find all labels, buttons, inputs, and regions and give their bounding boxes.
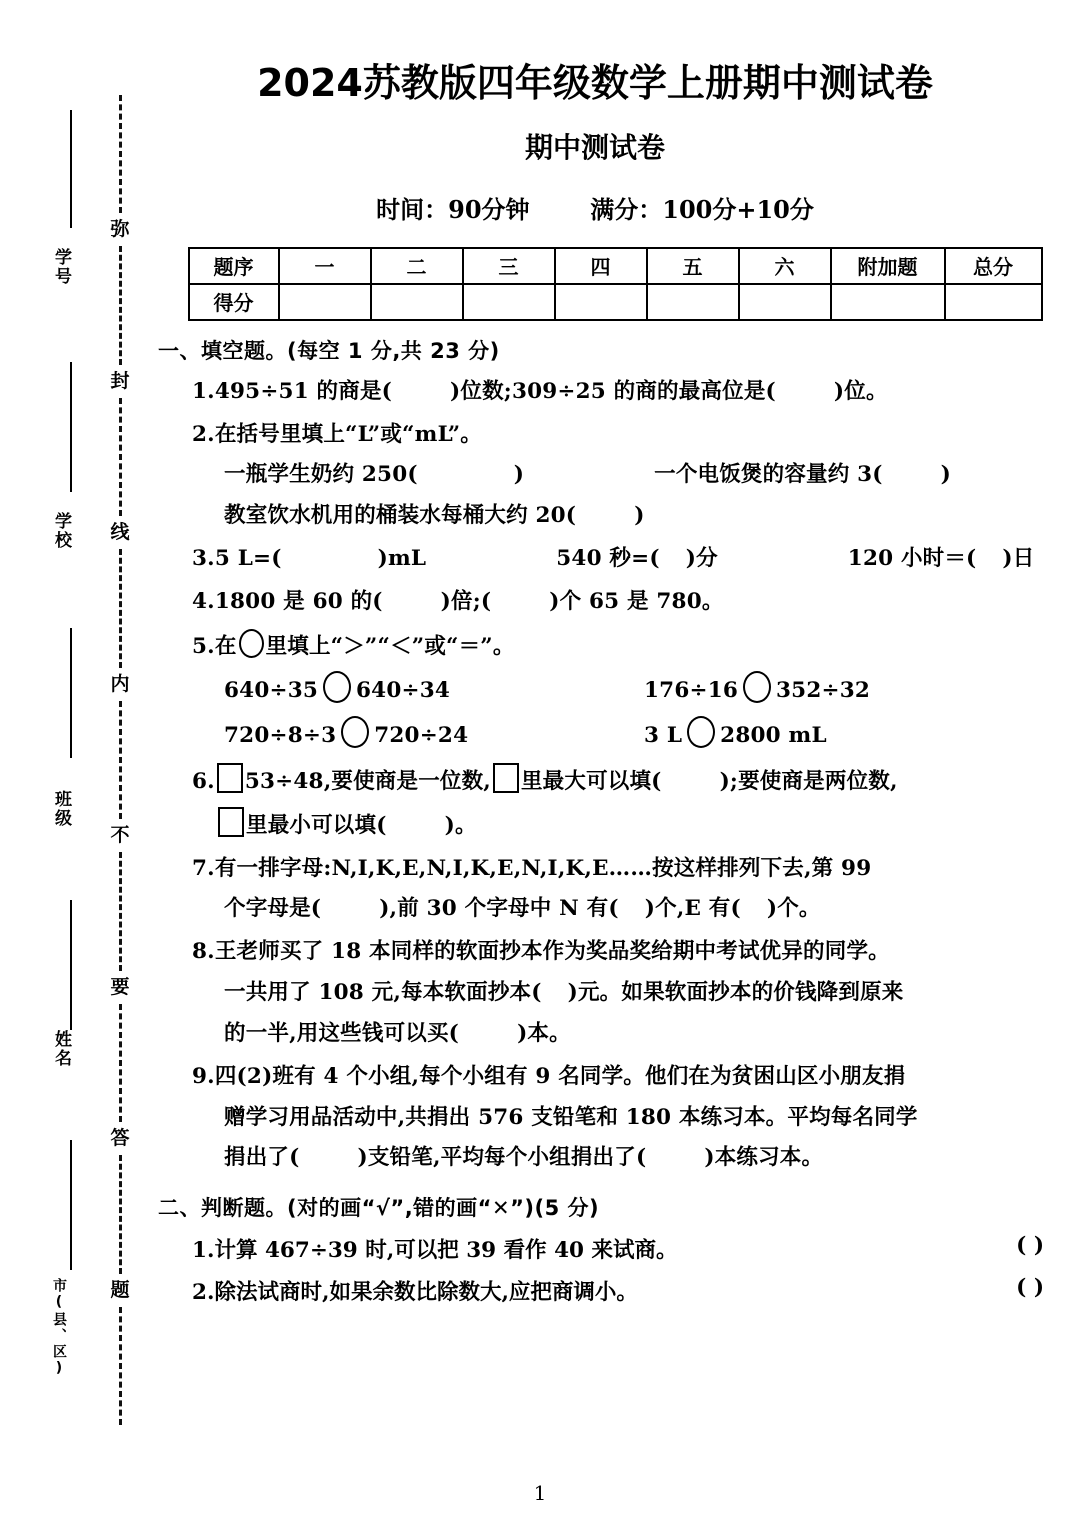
question-1-number: 1.	[192, 378, 215, 404]
score-cell-3[interactable]	[463, 284, 555, 320]
seal-dash-segment	[119, 1155, 122, 1273]
score-header-total: 总分	[945, 248, 1042, 284]
question-3	[192, 543, 1080, 575]
question-4-text-c: )个 65 是 780。	[549, 588, 724, 614]
score-table-corner: 题序	[189, 248, 279, 284]
question-5-number: 5.	[192, 633, 215, 659]
seal-char-1: 弥	[110, 218, 130, 241]
question-2-items-row2	[224, 500, 1080, 532]
question-6-number: 6.	[192, 769, 215, 794]
score-cell-6[interactable]	[739, 284, 831, 320]
question-2-item-a: 一瓶学生奶约 250(	[224, 462, 418, 488]
question-8-line2a: 一共用了 108 元,每本软面抄本(	[224, 980, 542, 1006]
seal-dash-segment	[119, 246, 122, 364]
margin-rule-5	[70, 1140, 72, 1270]
question-5-pair-2-left: 176÷16	[644, 678, 739, 704]
exam-duration: 时间：90分钟	[376, 194, 530, 224]
seal-dash-segment	[119, 95, 122, 213]
question-9-line1: 四(2)班有 4 个小组,每个小组有 9 名同学。他们在为贫困山区小朋友捐	[214, 1063, 906, 1089]
tf-question-2-answer-bracket[interactable]: ( )	[1016, 1275, 1044, 1301]
question-6-part2: 里最大可以填(	[520, 769, 662, 794]
tf-question-2-text	[192, 1275, 638, 1306]
score-header-1: 一	[279, 248, 371, 284]
question-7-line2c: )个,E 有(	[644, 896, 741, 922]
question-5-pair-4	[644, 716, 827, 752]
comparison-circle-icon[interactable]	[743, 671, 771, 703]
score-header-3: 三	[463, 248, 555, 284]
question-5-pair-1-left: 640÷35	[224, 678, 319, 704]
question-2-stem: 在括号里填上“L”或“mL”。	[214, 421, 483, 447]
seal-line	[100, 95, 140, 1425]
question-5-stem-pre: 在	[214, 633, 237, 659]
question-8-line1: 王老师买了 18 本同样的软面抄本作为奖品奖给期中考试优异的同学。	[214, 939, 890, 965]
seal-char-6: 要	[110, 975, 130, 998]
seal-dash-segment	[119, 1307, 122, 1425]
question-4-number: 4.	[192, 588, 215, 614]
question-8-line3b: )本。	[517, 1020, 571, 1046]
seal-dash-segment	[119, 398, 122, 516]
score-row-label: 得分	[189, 284, 279, 320]
question-2-item-c: 教室饮水机用的桶装水每桶大约 20(	[224, 503, 577, 529]
score-header-2: 二	[371, 248, 463, 284]
question-6	[192, 763, 1080, 798]
margin-rule-2	[70, 362, 72, 492]
question-5-stem-post: 里填上“＞”“＜”或“＝”。	[265, 633, 515, 659]
question-7-line2b: ),前 30 个字母中 N 有(	[379, 896, 619, 922]
question-7-number: 7.	[192, 855, 215, 881]
question-9-number: 9.	[192, 1063, 215, 1089]
seal-char-4: 内	[110, 672, 130, 695]
question-3-part-a: 5 L=(	[214, 545, 282, 571]
question-2-item-a-end: )	[513, 462, 525, 488]
score-header-4: 四	[555, 248, 647, 284]
exam-sheet-content	[150, 0, 1080, 1527]
question-9-line2-text: 赠学习用品活动中,共捐出 576 支铅笔和 180 本练习本。平均每名同学	[224, 1104, 918, 1130]
question-6-part5: )。	[444, 812, 477, 838]
question-1	[192, 376, 1080, 408]
score-cell-total[interactable]	[945, 284, 1042, 320]
question-5-pair-1-right: 640÷34	[356, 678, 451, 704]
section-heading-fill-blanks: 一、填空题。(每空 1 分,共 23 分)	[158, 338, 500, 363]
score-header-extra: 附加题	[831, 248, 945, 284]
question-7	[192, 853, 1080, 885]
question-8-line2b: )元。如果软面抄本的价钱降到原来	[567, 980, 904, 1006]
tf-question-1	[192, 1233, 1080, 1264]
seal-char-3: 线	[110, 521, 130, 544]
question-1-text-b: )位数;309÷25 的商的最高位是(	[450, 378, 776, 404]
seal-dash-segment	[119, 549, 122, 667]
left-margin-seal-area	[0, 0, 150, 1527]
question-5-pair-4-left: 3 L	[644, 723, 683, 749]
margin-label-city-district: 市(县、区)	[51, 1278, 67, 1378]
score-table	[188, 247, 1043, 321]
question-5	[192, 629, 1080, 663]
question-2-item-b-end: )	[940, 462, 952, 488]
tf-question-2	[192, 1275, 1080, 1306]
score-cell-5[interactable]	[647, 284, 739, 320]
tf-question-2-number: 2.	[192, 1280, 215, 1306]
question-8-number: 8.	[192, 939, 215, 965]
page-title: 2024苏教版四年级数学上册期中测试卷	[257, 61, 933, 105]
question-1-text-c: )位。	[833, 378, 888, 404]
question-4-text-b: )倍;(	[440, 588, 492, 614]
comparison-circle-icon[interactable]	[323, 671, 351, 703]
margin-rule-3	[70, 628, 72, 758]
fill-in-square-box[interactable]	[217, 763, 243, 793]
seal-char-7: 答	[110, 1127, 130, 1150]
score-cell-1[interactable]	[279, 284, 371, 320]
question-7-line2a: 个字母是(	[224, 896, 322, 922]
question-7-line2d: )个。	[766, 896, 821, 922]
question-2-item-b: 一个电饭煲的容量约 3(	[654, 462, 883, 488]
seal-dash-segment	[119, 1004, 122, 1122]
fill-in-square-box[interactable]	[493, 763, 519, 793]
question-2	[192, 419, 1080, 451]
question-8-line2	[224, 977, 1080, 1009]
question-6-part1: 53÷48,要使商是一位数,	[244, 769, 491, 794]
question-5-pair-3-left: 720÷8÷3	[224, 723, 337, 749]
question-8	[192, 936, 1080, 968]
seal-dash-segment	[119, 701, 122, 819]
question-9-line3	[224, 1142, 1080, 1174]
margin-label-name: 姓名	[51, 1030, 71, 1068]
question-7-line2	[224, 893, 1080, 925]
exam-meta	[150, 190, 1080, 225]
tf-question-1-answer-bracket[interactable]: ( )	[1016, 1233, 1044, 1259]
question-9-line2	[224, 1102, 1080, 1134]
question-9-line3b: )支铅笔,平均每个小组捐出了(	[357, 1145, 647, 1171]
exam-full-score: 满分：100分+10分	[590, 194, 814, 224]
question-6-part3: );要使商是两位数,	[719, 769, 898, 794]
question-4-text-a: 1800 是 60 的(	[214, 588, 383, 614]
question-9-line3a: 捐出了(	[224, 1145, 300, 1171]
seal-char-8: 题	[110, 1278, 130, 1301]
margin-label-student-id: 学号	[51, 248, 71, 286]
tf-question-1-number: 1.	[192, 1238, 215, 1264]
seal-char-5: 不	[110, 824, 130, 847]
question-4	[192, 586, 1080, 618]
tf-question-2-body: 除法试商时,如果余数比除数大,应把商调小。	[214, 1280, 638, 1306]
margin-rule-4	[70, 900, 72, 1030]
question-2-item-c-end: )	[634, 503, 645, 529]
question-3-part-b-end: )分	[685, 545, 718, 571]
section-heading-true-false: 二、判断题。(对的画“√”,错的画“✕”)(5 分)	[158, 1196, 600, 1221]
question-5-row1	[224, 671, 1080, 707]
question-3-number: 3.	[192, 545, 215, 571]
question-5-pair-2-right: 352÷32	[776, 678, 871, 704]
page-number: 1	[533, 1481, 547, 1505]
page-subtitle: 期中测试卷	[524, 130, 665, 164]
margin-label-school: 学校	[51, 512, 71, 550]
question-6-line2	[216, 807, 1080, 842]
question-8-line3	[224, 1018, 1080, 1050]
margin-rule-1	[70, 110, 72, 228]
question-3-part-c: 120 小时＝(	[847, 545, 977, 571]
tf-question-1-text	[192, 1233, 678, 1264]
tf-question-1-body: 计算 467÷39 时,可以把 39 看作 40 来试商。	[214, 1238, 678, 1264]
question-6-part4: 里最小可以填(	[246, 812, 387, 838]
question-9-line3c: )本练习本。	[704, 1145, 824, 1171]
question-5-pair-3	[224, 716, 644, 752]
table-row-scores	[189, 284, 1042, 320]
question-7-line1: 有一排字母:N,I,K,E,N,I,K,E,N,I,K,E……按这样排列下去,第 99	[214, 855, 872, 881]
table-row-headers	[189, 248, 1042, 284]
question-1-text-a: 495÷51 的商是(	[214, 378, 393, 404]
question-3-part-a-end: )mL	[377, 545, 427, 571]
question-5-pair-3-right: 720÷24	[374, 723, 469, 749]
fill-in-square-box[interactable]	[218, 807, 244, 837]
comparison-circle-icon[interactable]	[687, 716, 715, 748]
question-2-items-row1	[224, 459, 1080, 491]
question-5-row2	[224, 716, 1080, 752]
seal-char-2: 封	[110, 369, 130, 392]
score-cell-extra[interactable]	[831, 284, 945, 320]
comparison-circle-icon[interactable]	[239, 629, 264, 658]
score-header-6: 六	[739, 248, 831, 284]
question-2-number: 2.	[192, 421, 215, 447]
question-3-part-c-end: )日	[1002, 545, 1035, 571]
comparison-circle-icon[interactable]	[341, 716, 369, 748]
question-8-line3a: 的一半,用这些钱可以买(	[224, 1020, 460, 1046]
question-3-part-b: 540 秒=(	[556, 545, 660, 571]
score-header-5: 五	[647, 248, 739, 284]
question-5-pair-2	[644, 671, 870, 707]
question-5-pair-1	[224, 671, 644, 707]
seal-dash-segment	[119, 852, 122, 970]
margin-label-class: 班级	[51, 790, 71, 828]
question-5-pair-4-right: 2800 mL	[720, 723, 827, 749]
question-9	[192, 1061, 1080, 1093]
score-cell-2[interactable]	[371, 284, 463, 320]
score-cell-4[interactable]	[555, 284, 647, 320]
